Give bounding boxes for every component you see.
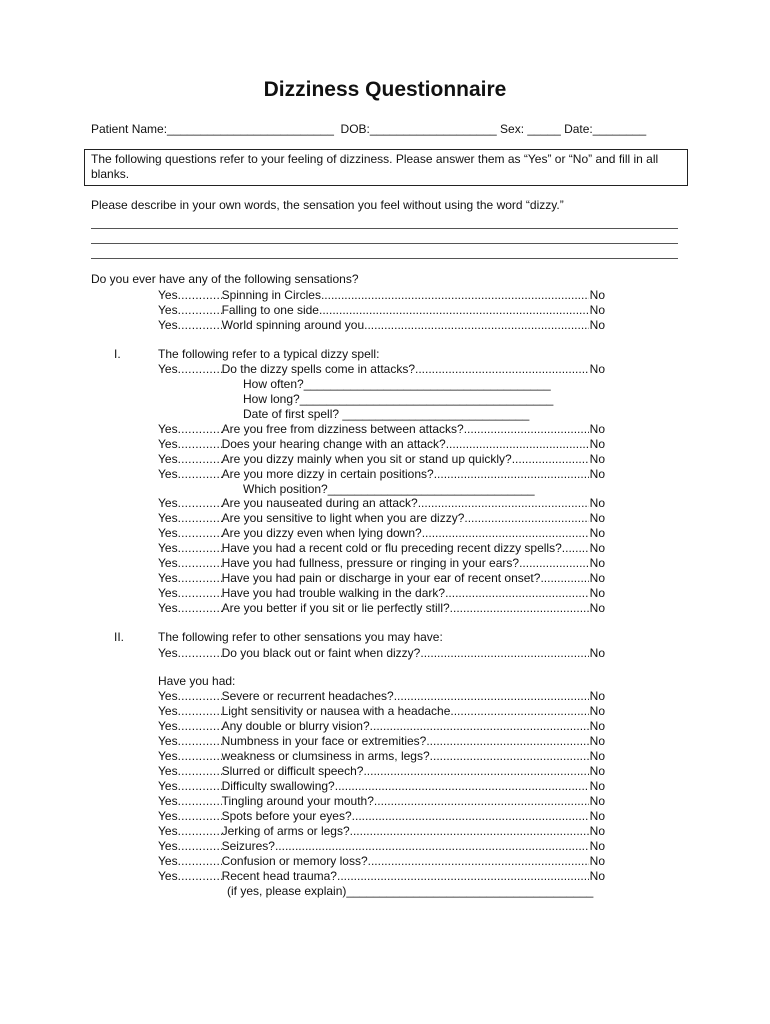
describe-prompt: Please describe in your own words, the sensation you feel without using the word “dizzy.” [91, 198, 564, 212]
question-text: Do the dizzy spells come in attacks? [221, 362, 415, 376]
question-row[interactable]: Yes ..... Are you nauseated during an attack? ..... No [158, 496, 605, 511]
question-text: weakness or clumsiness in arms, legs? [221, 749, 430, 763]
question-row[interactable]: Yes ..... weakness or clumsiness in arms, legs? ..... No [158, 749, 605, 764]
question-text: Have you had pain or discharge in your ear of recent onset? [221, 571, 541, 585]
question-row[interactable]: Yes ..... Are you better if you sit or lie perfectly still? ..... No [158, 601, 605, 616]
question-row[interactable]: Yes ..... Have you had trouble walking in the dark? ..... No [158, 586, 605, 601]
question-row[interactable]: Yes ..... Jerking of arms or legs? ..... No [158, 824, 605, 839]
question-text: Light sensitivity or nausea with a headache [221, 704, 451, 718]
question-text: Have you had a recent cold or flu preceding recent dizzy spells? [221, 541, 562, 555]
patient-info-line[interactable]: Patient Name:_________________________ DOB:___________________ Sex: _____ Date:________ [91, 122, 647, 136]
question-row[interactable]: Yes ..... Numbness in your face or extremities? ..... No [158, 734, 605, 749]
question-row[interactable]: Yes ..... Have you had pain or discharge in your ear of recent onset? ..... No [158, 571, 605, 586]
question-row[interactable]: Yes ..... Have you had a recent cold or flu preceding recent dizzy spells? ..... No [158, 541, 605, 556]
question-row[interactable]: Yes ..... Tingling around your mouth? ..... No [158, 794, 605, 809]
section-heading: The following refer to other sensations you may have: [158, 630, 443, 644]
question-text: World spinning around you [221, 318, 365, 332]
question-text: Do you black out or faint when dizzy? [221, 646, 421, 660]
question-row[interactable]: Yes ..... Seizures? ..... No [158, 839, 605, 854]
question-row[interactable]: Yes ..... Have you had fullness, pressure or ringing in your ears? ..... No [158, 556, 605, 571]
page-title: Dizziness Questionnaire [263, 78, 507, 101]
question-row[interactable]: Yes ..... Are you more dizzy in certain positions? ..... No [158, 467, 605, 482]
question-row[interactable]: Yes ..... Spots before your eyes? ..... No [158, 809, 605, 824]
question-text: Confusion or memory loss? [221, 854, 368, 868]
question-text: Are you dizzy mainly when you sit or stand up quickly? [221, 452, 512, 466]
question-text: Difficulty swallowing? [221, 779, 335, 793]
question-row[interactable]: Yes ..... Light sensitivity or nausea with a headache ..... No [158, 704, 605, 719]
section-numeral: I. [114, 347, 121, 361]
question-text: Jerking of arms or legs? [221, 824, 350, 838]
describe-blank-line[interactable] [91, 258, 678, 259]
question-text: Numbness in your face or extremities? [221, 734, 427, 748]
question-row[interactable]: Yes ..... Are you sensitive to light when you are dizzy? ..... No [158, 511, 605, 526]
question-row[interactable]: Yes ..... Are you dizzy even when lying down? ..... No [158, 526, 605, 541]
question-row[interactable]: Yes ..... Are you free from dizziness between attacks? ..... No [158, 422, 605, 437]
have-you-had-heading: Have you had: [158, 674, 236, 688]
question-row[interactable]: Yes ..... Falling to one side ..... No [158, 303, 605, 318]
how-long-field[interactable]: How long?______________________________________ [243, 392, 554, 406]
question-text: Are you better if you sit or lie perfectly still? [221, 601, 450, 615]
question-row[interactable]: Yes ..... Spinning in Circles ..... No [158, 288, 605, 303]
question-text: Any double or blurry vision? [221, 719, 370, 733]
question-text: Recent head trauma? [221, 869, 337, 883]
question-row[interactable]: Yes ..... Do the dizzy spells come in attacks? ..... No [158, 362, 605, 377]
question-row[interactable]: Yes ..... Difficulty swallowing? ..... No [158, 779, 605, 794]
section-heading: The following refer to a typical dizzy spell: [158, 347, 380, 361]
question-row[interactable]: Yes ..... Confusion or memory loss? ..... No [158, 854, 605, 869]
question-row[interactable]: Yes ..... Do you black out or faint when dizzy? ..... No [158, 646, 605, 661]
question-row[interactable]: Yes ..... Recent head trauma? ..... No [158, 869, 605, 884]
question-text: Have you had fullness, pressure or ringing in your ears? [221, 556, 520, 570]
question-text: Slurred or difficult speech? [221, 764, 364, 778]
explain-field[interactable]: (if yes, please explain)_____________________________________ [227, 884, 594, 898]
question-text: Spots before your eyes? [221, 809, 352, 823]
question-row[interactable]: Yes ..... World spinning around you ..... No [158, 318, 605, 333]
describe-blank-line[interactable] [91, 228, 678, 229]
question-text: Falling to one side [221, 303, 319, 317]
question-text: Are you nauseated during an attack? [221, 496, 418, 510]
question-text: Are you sensitive to light when you are dizzy? [221, 511, 465, 525]
question-row[interactable]: Yes ..... Slurred or difficult speech? ..... No [158, 764, 605, 779]
question-text: Severe or recurrent headaches? [221, 689, 394, 703]
instructions-box: The following questions refer to your feeling of dizziness. Please answer them as “Yes” or “No” and fill in all blanks. [84, 149, 688, 186]
how-often-field[interactable]: How often?_____________________________________ [243, 377, 551, 391]
section-numeral: II. [114, 630, 125, 644]
question-text: Spinning in Circles [221, 288, 321, 302]
sensations-heading: Do you ever have any of the following sensations? [91, 272, 359, 286]
question-row[interactable]: Yes ..... Are you dizzy mainly when you sit or stand up quickly? ..... No [158, 452, 605, 467]
question-text: Seizures? [221, 839, 275, 853]
question-text: Tingling around your mouth? [221, 794, 374, 808]
describe-blank-line[interactable] [91, 243, 678, 244]
question-row[interactable]: Yes ..... Severe or recurrent headaches? ..... No [158, 689, 605, 704]
question-row[interactable]: Yes ..... Does your hearing change with an attack? ..... No [158, 437, 605, 452]
question-text: Are you free from dizziness between attacks? [221, 422, 464, 436]
question-text: Does your hearing change with an attack? [221, 437, 446, 451]
which-position-field[interactable]: Which position?_______________________________ [243, 482, 535, 496]
question-text: Are you more dizzy in certain positions? [221, 467, 434, 481]
question-text: Have you had trouble walking in the dark? [221, 586, 446, 600]
first-spell-field[interactable]: Date of first spell? ____________________________ [243, 407, 530, 421]
question-text: Are you dizzy even when lying down? [221, 526, 422, 540]
question-row[interactable]: Yes ..... Any double or blurry vision? ..... No [158, 719, 605, 734]
